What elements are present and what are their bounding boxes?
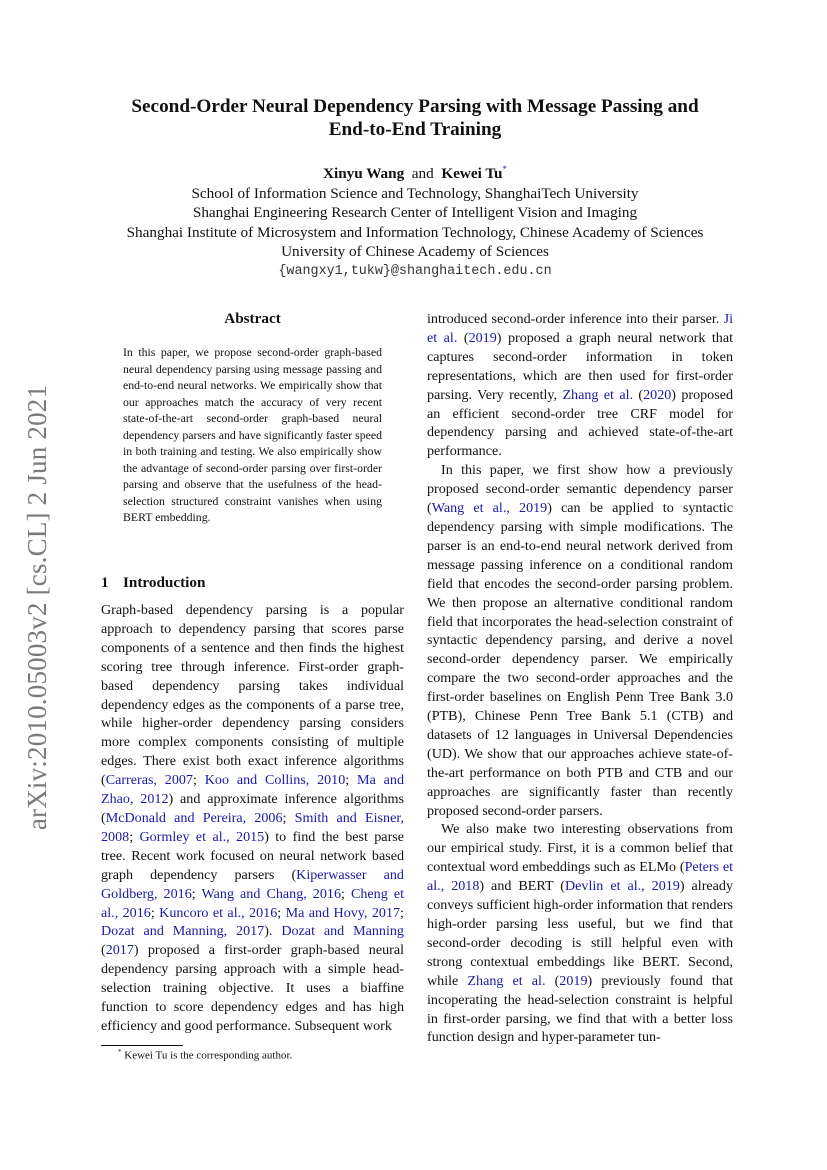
citation-link[interactable]: Devlin et al., 2019 [564,878,680,895]
body-text: ( [545,972,560,989]
author-1: Xinyu Wang [323,165,405,183]
author-email: {wangxy1,tukw}@shanghaitech.edu.cn [278,263,552,279]
section-number: 1 [101,574,109,591]
citation-link[interactable]: Dozat and Manning, 2017 [101,923,265,940]
affiliation: Shanghai Institute of Microsystem and Information Technology, Chinese Academy of Sciences [126,223,704,241]
affiliation: University of Chinese Academy of Sciences [281,243,549,261]
title-line-2: End-to-End Training [328,119,502,140]
citation-link[interactable]: Zhang et al. [467,972,546,989]
author-2: Kewei Tu [441,165,503,183]
citation-link[interactable]: Ma and Zhao, 2012 [101,772,404,808]
body-text: ; [400,904,404,921]
intro-paragraph-3 [427,820,733,1047]
body-text: ; [277,904,286,921]
arxiv-identifier-text: arXiv:2010.05003v2 [cs.CL] 2 Jun 2021 [22,384,53,830]
paper-title [90,95,740,141]
author-conjunction: and [411,165,434,183]
footnote [118,1048,292,1062]
body-text: ; [345,772,358,789]
footnote-divider [101,1045,183,1046]
citation-link[interactable]: Wang and Chang, 2016 [201,885,341,902]
author-block [90,160,740,281]
body-text: ). [264,923,282,940]
intro-paragraph-continued [427,310,733,461]
body-text: ) can be applied to syntactic dependency parsing with simple modifications. The parser is an end-to-end neural network derived from message passing inference on a conditional random field that encodes the second-order parsing problem. We then propose an alternative conditional random field that incorporates the head-selection constraint of syntactic dependency parsing, and derive a novel second-order dependency parser. We empirically compare the two second-order approaches and the first-order baselines on English Penn Tree Bank 3.0 (PTB), Chinese Penn Tree Bank 5.1 (CTB) and datasets of 12 languages in Universal Dependencies (UD). We show that our approaches achieve state-of-the-art performance on both PTB and CTB and our approaches are significantly faster than recently proposed second-order parsers. [427,500,733,819]
body-text: ; [192,772,205,789]
affiliation: Shanghai Engineering Research Center of Intelligent Vision and Imaging [192,204,638,222]
footnote-text: Kewei Tu is the corresponding author. [124,1049,293,1062]
citation-link[interactable]: McDonald and Pereira, 2006 [105,809,283,826]
body-text: ) proposed an efficient second-order tree CRF model for dependency parsing and achieved state-of-the-art performance. [427,386,734,460]
citation-link[interactable]: Dozat and Manning [281,923,404,940]
body-text: ; [129,828,140,845]
abstract-heading: Abstract [224,310,281,327]
citation-link[interactable]: Cheng et al., 2016 [101,885,404,921]
citation-link[interactable]: Koo and Collins, 2010 [204,772,346,789]
footnote-mark: * [118,1048,122,1056]
body-text: ) and BERT ( [479,878,565,895]
citation-link[interactable]: Carreras, 2007 [105,772,193,789]
body-text: Graph-based dependency parsing is a popular approach to dependency parsing that scores parse components of a sentence and then finds the highest scoring tree through inference. First-order graph-based dependency parsing takes individual dependency edges as the components of a parse tree, while higher-order dependency parsing considers more complex components consisting of multiple edges. There exist both exact inference algorithms ( [101,602,404,789]
author-names [90,160,740,184]
citation-link[interactable]: 2019 [559,972,588,989]
body-text: ) already conveys sufficient high-order information that renders high-order parsing less useful, but we find that second-order decoding is still helpful even with strong contextual embeddings like BERT. Second, while [427,878,733,989]
citation-link[interactable]: Ji et al. [427,311,733,346]
affiliation: School of Information Science and Technology, ShanghaiTech University [191,184,639,202]
body-text: ( [633,386,644,403]
body-text: ) proposed a graph neural network that captures second-order information in token representations, which are then used for first-order parsing. Very recently, [427,329,734,403]
citation-link[interactable]: 2017 [105,942,134,959]
intro-paragraph-1 [101,601,404,1036]
body-text: ) previously found that incoperating the head-selection constraint is helpful in first-order parsing, we find that with a better loss function design and hyper-parameter tun- [427,972,733,1046]
body-text: ; [191,885,202,902]
body-text: ) and approximate inference algorithms ( [101,791,404,826]
body-text: In this paper, we first show how a previously proposed second-order semantic dependency parser ( [427,462,733,517]
title-line-1: Second-Order Neural Dependency Parsing with Message Passing and [131,96,699,117]
body-text: ; [341,885,351,902]
citation-link[interactable]: Kiperwasser and Goldberg, 2016 [101,866,404,902]
citation-link[interactable]: Kuncoro et al., 2016 [159,904,278,921]
arxiv-identifier-stamp [18,372,58,842]
citation-link[interactable]: Ma and Hovy, 2017 [285,904,401,921]
intro-right-column [427,310,733,1047]
citation-link[interactable]: 2019 [468,329,497,346]
citation-link[interactable]: Peters et al., 2018 [427,859,733,895]
body-text: introduced second-order inference into their parser. [427,311,724,327]
intro-left-column [101,601,404,1036]
body-text: ( [457,329,469,346]
citation-link[interactable]: Wang et al., 2019 [431,500,548,517]
citation-link[interactable]: Gormley et al., 2015 [139,828,265,845]
corresponding-author-mark[interactable]: * [502,164,507,174]
body-text: We also make two interesting observations from our empirical study. First, it is a common belief that contextual word embeddings such as ELMo ( [427,821,733,876]
abstract-text: In this paper, we propose second-order graph-based neural dependency parsing using message passing and end-to-end neural networks. We empirically show that our approaches match the accuracy of very recent state-of-the-art second-order graph-based neural dependency parsers and have significantly faster speed in both training and testing. We also empirically show the advantage of second-order parsing over first-order parsing and observe that the usefulness of the head-selection structured constraint vanishes when using BERT embedding. [123,345,382,524]
citation-link[interactable]: Smith and Eisner, 2008 [101,809,404,845]
citation-link[interactable]: Zhang et al. [562,386,634,403]
intro-paragraph-2 [427,461,733,820]
section-heading-introduction [101,574,205,592]
body-text: ) to find the best parse tree. Recent work focused on neural network based graph dependency parsers ( [101,828,405,883]
body-text: ) proposed a first-order graph-based neural dependency parsing approach with a simple head-selection training objective. It uses a biaffine function to score dependency edges and has high efficiency and good performance. Subsequent work [101,942,404,1034]
section-title: Introduction [123,574,206,591]
body-text: ; [150,904,160,921]
citation-link[interactable]: 2020 [643,386,672,403]
body-text: ; [282,809,295,826]
body-text: ( [101,942,106,959]
